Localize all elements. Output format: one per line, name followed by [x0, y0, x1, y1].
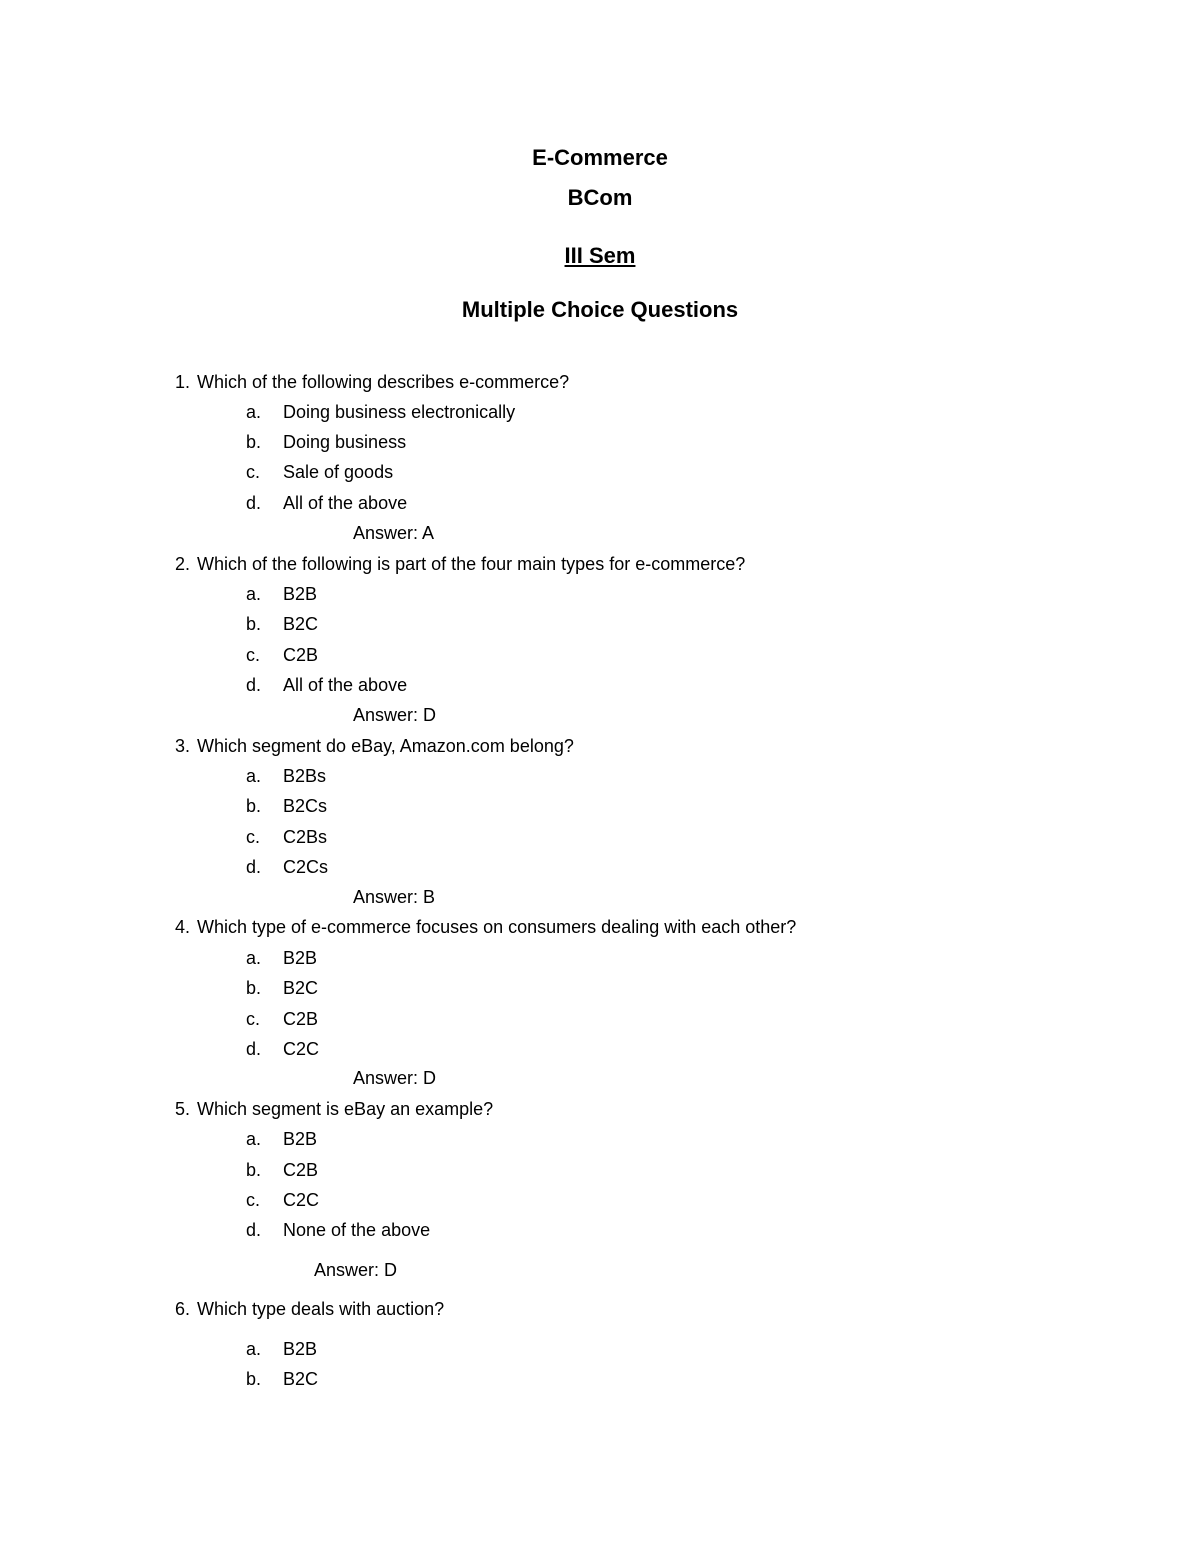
question-1 — [175, 370, 569, 394]
option-letter: b. — [246, 1160, 262, 1180]
option-text: B2C — [283, 614, 319, 634]
question-number: 5. — [175, 1099, 191, 1119]
question-5 — [175, 1097, 493, 1121]
option-letter: d. — [246, 675, 262, 695]
question-text: Which of the following describes e-commerce? — [197, 372, 570, 392]
question-text: Which segment do eBay, Amazon.com belong? — [197, 736, 574, 756]
option-text: None of the above — [283, 1220, 431, 1240]
option-text: B2C — [283, 978, 319, 998]
question-number: 2. — [175, 554, 191, 574]
option-text: Sale of goods — [283, 462, 394, 482]
option-letter: c. — [246, 1190, 261, 1210]
question-4 — [175, 915, 796, 939]
answer-5: Answer: D — [314, 1260, 398, 1280]
option-letter: b. — [246, 1369, 262, 1389]
question-text: Which type of e-commerce focuses on consumers dealing with each other? — [197, 917, 797, 937]
question-text: Which segment is eBay an example? — [197, 1099, 494, 1119]
option-text: C2C — [283, 1039, 320, 1059]
option-letter: b. — [246, 432, 262, 452]
option-letter: b. — [246, 978, 262, 998]
option-letter: a. — [246, 766, 262, 786]
question-number: 4. — [175, 917, 191, 937]
option-letter: c. — [246, 645, 261, 665]
option-letter: c. — [246, 1009, 261, 1029]
answer-2: Answer: D — [353, 705, 437, 725]
option-letter: b. — [246, 796, 262, 816]
option-letter: c. — [246, 827, 261, 847]
option-text: C2B — [283, 1160, 319, 1180]
section-title: Multiple Choice Questions — [461, 297, 739, 322]
option-text: C2C — [283, 1190, 320, 1210]
option-text: B2Bs — [283, 766, 327, 786]
option-text: B2C — [283, 1369, 319, 1389]
question-6 — [175, 1297, 444, 1321]
option-text: C2Cs — [283, 857, 329, 877]
option-text: All of the above — [283, 493, 408, 513]
question-number: 6. — [175, 1299, 191, 1319]
semester-label: III Sem — [564, 243, 636, 268]
course-title: BCom — [567, 185, 633, 210]
option-text: B2B — [283, 1129, 318, 1149]
option-letter: d. — [246, 857, 262, 877]
subject-title: E-Commerce — [532, 145, 668, 170]
option-letter: d. — [246, 493, 262, 513]
option-text: Doing business electronically — [283, 402, 516, 422]
semester-title — [0, 243, 1200, 269]
option-text: B2B — [283, 948, 318, 968]
question-text: Which type deals with auction? — [197, 1299, 445, 1319]
answer-1: Answer: A — [353, 523, 435, 543]
question-text: Which of the following is part of the four main types for e-commerce? — [197, 554, 746, 574]
answer-3: Answer: B — [353, 887, 436, 907]
option-letter: a. — [246, 402, 262, 422]
question-number: 1. — [175, 372, 191, 392]
option-text: All of the above — [283, 675, 408, 695]
option-letter: a. — [246, 1129, 262, 1149]
option-letter: d. — [246, 1220, 262, 1240]
option-text: B2B — [283, 1339, 318, 1359]
option-text: B2Cs — [283, 796, 328, 816]
option-text: C2Bs — [283, 827, 328, 847]
option-letter: a. — [246, 948, 262, 968]
option-text: B2B — [283, 584, 318, 604]
question-2 — [175, 552, 745, 576]
question-3 — [175, 734, 574, 758]
option-letter: d. — [246, 1039, 262, 1059]
option-text: Doing business — [283, 432, 407, 452]
question-number: 3. — [175, 736, 191, 756]
option-letter: b. — [246, 614, 262, 634]
option-letter: c. — [246, 462, 261, 482]
option-letter: a. — [246, 1339, 262, 1359]
option-text: C2B — [283, 645, 319, 665]
answer-4: Answer: D — [353, 1068, 437, 1088]
option-text: C2B — [283, 1009, 319, 1029]
option-letter: a. — [246, 584, 262, 604]
